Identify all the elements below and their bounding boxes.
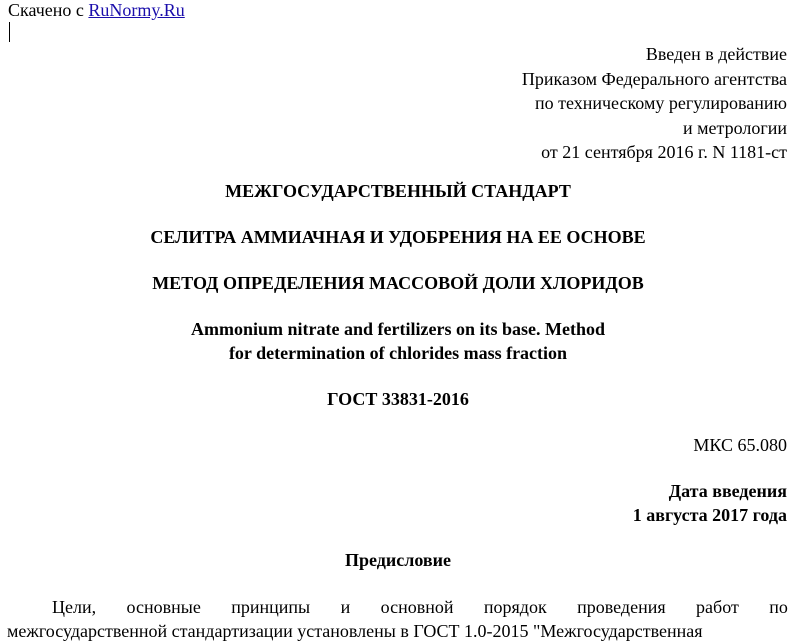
source-prefix: Скачено с — [8, 0, 84, 20]
preface-line1 — [7, 595, 788, 619]
preface-word: Цели, — [52, 597, 97, 617]
preface-word: по — [769, 597, 788, 617]
standard-type-heading: МЕЖГОСУДАРСТВЕННЫЙ СТАНДАРТ — [225, 181, 571, 201]
preface-line2: межгосударственной стандартизации установлены в ГОСТ 1.0-2015 "Межгосударственная — [7, 621, 703, 641]
intro-line: Приказом Федерального агентства — [521, 68, 787, 89]
intro-line: Введен в действие — [645, 44, 787, 64]
intro-block — [522, 42, 787, 165]
gost-number: ГОСТ 33831-2016 — [327, 389, 469, 409]
intro-line: по техническому регулированию — [534, 93, 787, 113]
source-line — [8, 0, 185, 21]
text-cursor — [9, 22, 10, 42]
preface-word: принципы — [231, 597, 311, 617]
english-title-line2: for determination of chlorides mass fraction — [228, 343, 568, 363]
introduction-date-value: 1 августа 2017 года — [632, 505, 787, 525]
preface-word: основной — [380, 597, 454, 617]
intro-line: и метрологии — [683, 117, 787, 138]
preface-word: основные — [126, 597, 201, 617]
english-title — [0, 317, 790, 365]
introduction-date — [633, 479, 787, 527]
source-link[interactable]: RuNormy.Ru — [88, 0, 185, 20]
preface-heading: Предисловие — [345, 550, 451, 570]
preface-word: и — [340, 597, 351, 617]
preface-word: работ — [696, 597, 739, 617]
preface-word: проведения — [577, 597, 666, 617]
english-title-line1: Ammonium nitrate and fertilizers on its base. Method — [191, 319, 605, 339]
intro-line: от 21 сентября 2016 г. N 1181-ст — [541, 142, 787, 162]
standard-title-line1: СЕЛИТРА АММИАЧНАЯ И УДОБРЕНИЯ НА ЕЕ ОСНОВЕ — [150, 227, 646, 247]
preface-paragraph — [7, 595, 788, 643]
preface-word: порядок — [483, 597, 547, 617]
standard-title-line2: МЕТОД ОПРЕДЕЛЕНИЯ МАССОВОЙ ДОЛИ ХЛОРИДОВ — [152, 273, 644, 293]
introduction-date-label: Дата введения — [668, 481, 787, 501]
mks-code: МКС 65.080 — [693, 435, 787, 455]
